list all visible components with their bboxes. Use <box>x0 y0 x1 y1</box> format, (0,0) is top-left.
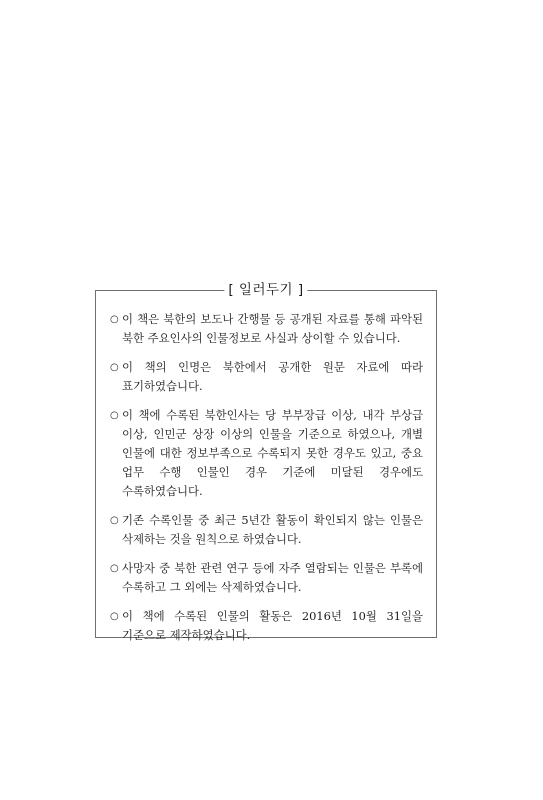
bullet-circle-icon: ○ <box>110 314 119 325</box>
bullet-circle-icon: ○ <box>110 611 119 622</box>
notice-item <box>110 358 423 396</box>
bullet-circle-icon: ○ <box>110 410 119 421</box>
notice-box <box>95 282 437 642</box>
notice-title: [ 일러두기 ] <box>224 281 307 299</box>
notice-item <box>110 559 423 597</box>
notice-item <box>110 511 423 549</box>
notice-item-text: 사망자 중 북한 관련 연구 등에 자주 열람되는 인물은 부록에 수록하고 그 외에는 삭제하였습니다. <box>122 561 423 594</box>
notice-item-text: 이 책의 인명은 북한에서 공개한 원문 자료에 따라 표기하였습니다. <box>122 360 423 393</box>
bullet-circle-icon: ○ <box>110 362 119 373</box>
bullet-circle-icon: ○ <box>110 563 119 574</box>
notice-item <box>110 607 423 645</box>
notice-item <box>110 310 423 348</box>
notice-item <box>110 406 423 501</box>
notice-item-text: 이 책은 북한의 보도나 간행물 등 공개된 자료를 통해 파악된 북한 주요인사의 인물정보로 사실과 상이할 수 있습니다. <box>122 312 423 345</box>
notice-item-text: 이 책에 수록된 인물의 활동은 2016년 10월 31일을 기준으로 제작하였습니다. <box>122 609 423 642</box>
notice-list <box>110 310 423 655</box>
bullet-circle-icon: ○ <box>110 515 119 526</box>
notice-item-text: 이 책에 수록된 북한인사는 당 부부장급 이상, 내각 부상급 이상, 인민군 상장 이상의 인물을 기준으로 하였으나, 개별 인물에 대한 정보부족으로 수록되지 못한 경우도 있고, 중요 업무 수행 인물인 경우 기준에 미달된 경우에도 수록하였습니다. <box>122 408 423 498</box>
notice-item-text: 기존 수록인물 중 최근 5년간 활동이 확인되지 않는 인물은 삭제하는 것을 원칙으로 하였습니다. <box>122 513 423 546</box>
